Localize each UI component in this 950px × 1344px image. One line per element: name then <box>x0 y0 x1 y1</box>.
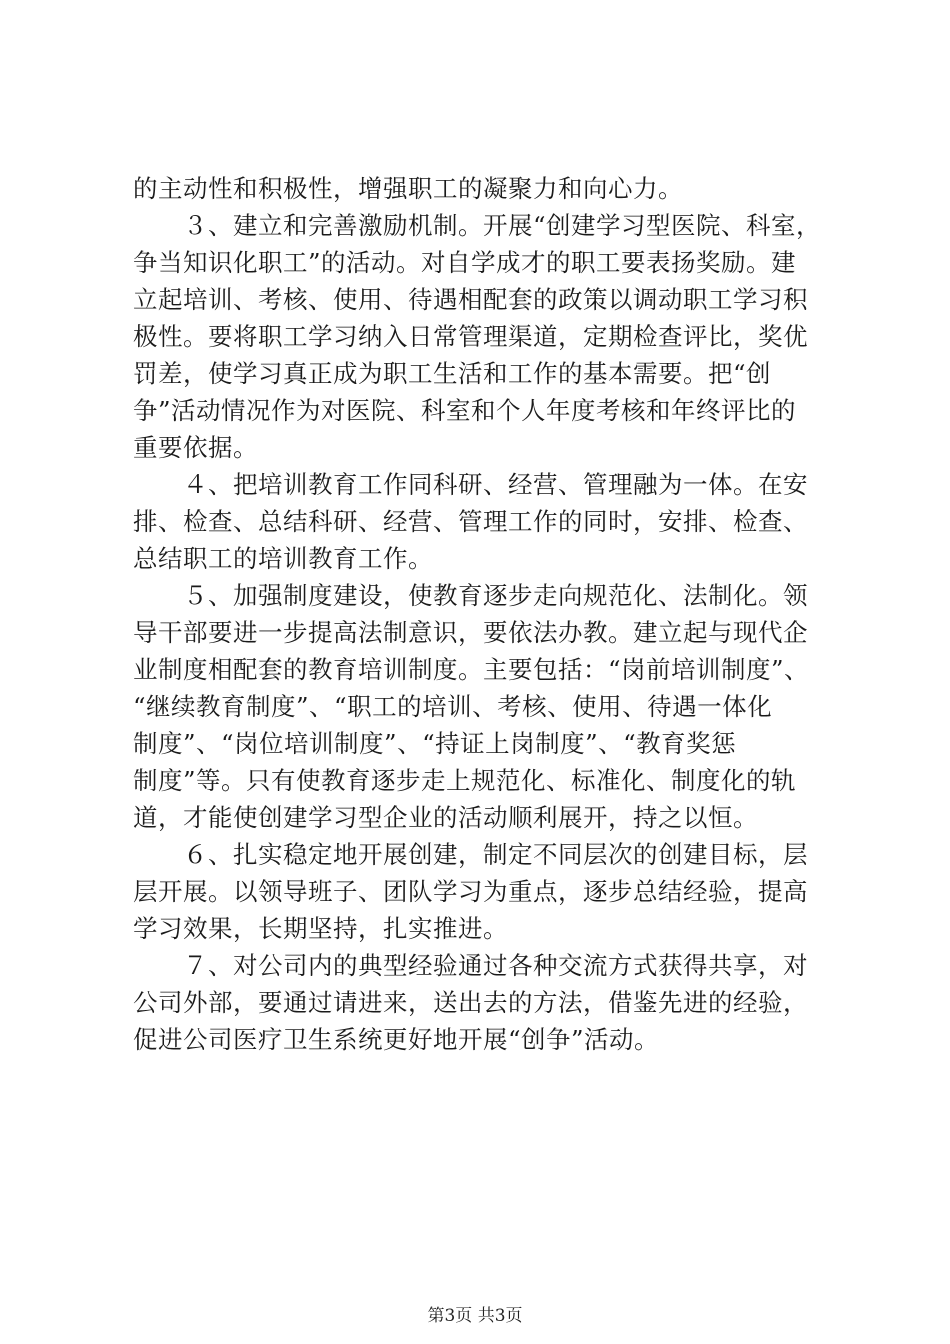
text-line: 学习效果，长期坚持，扎实推进。 <box>133 914 508 943</box>
page-number-footer: 第3页 共3页 <box>427 1306 523 1326</box>
text-line: 的主动性和积极性，增强职工的凝聚力和向心力。 <box>133 174 683 203</box>
text-line: ４、把培训教育工作同科研、经营、管理融为一体。在安 <box>133 470 808 499</box>
text-line: ３、建立和完善激励机制。开展“创建学习型医院、科室， <box>133 211 822 240</box>
document-body <box>133 170 833 1058</box>
text-line: “继续教育制度”、“职工的培训、考核、使用、待遇一体化 <box>133 692 773 721</box>
text-line: 层开展。以领导班子、团队学习为重点，逐步总结经验，提高 <box>133 877 808 906</box>
text-line: 争当知识化职工”的活动。对自学成才的职工要表扬奖励。建 <box>133 248 797 277</box>
text-line: ７、对公司内的典型经验通过各种交流方式获得共享，对 <box>133 951 808 980</box>
text-line: ５、加强制度建设，使教育逐步走向规范化、法制化。领 <box>133 581 808 610</box>
text-line: 公司外部，要通过请进来，送出去的方法，借鉴先进的经验， <box>133 988 808 1017</box>
text-line: 极性。要将职工学习纳入日常管理渠道，定期检查评比，奖优 <box>133 322 808 351</box>
text-line: 罚差，使学习真正成为职工生活和工作的基本需要。把“创 <box>133 359 772 388</box>
text-line: 排、检查、总结科研、经营、管理工作的同时，安排、检查、 <box>133 507 808 536</box>
text-line: 总结职工的培训教育工作。 <box>133 544 433 573</box>
text-line: 争”活动情况作为对医院、科室和个人年度考核和年终评比的 <box>133 396 797 425</box>
text-line: 道，才能使创建学习型企业的活动顺利展开，持之以恒。 <box>133 803 758 832</box>
text-line: 制度”等。只有使教育逐步走上规范化、标准化、制度化的轨 <box>133 766 797 795</box>
text-line: 立起培训、考核、使用、待遇相配套的政策以调动职工学习积 <box>133 285 808 314</box>
text-line: 重要依据。 <box>133 433 258 462</box>
text-line: ６、扎实稳定地开展创建，制定不同层次的创建目标，层 <box>133 840 808 869</box>
text-line: 导干部要进一步提高法制意识，要依法办教。建立起与现代企 <box>133 618 808 647</box>
text-line: 业制度相配套的教育培训制度。主要包括：“岗前培训制度”、 <box>133 655 810 684</box>
text-line: 制度”、“岗位培训制度”、“持证上岗制度”、“教育奖惩 <box>133 729 737 758</box>
text-line: 促进公司医疗卫生系统更好地开展“创争”活动。 <box>133 1025 660 1054</box>
